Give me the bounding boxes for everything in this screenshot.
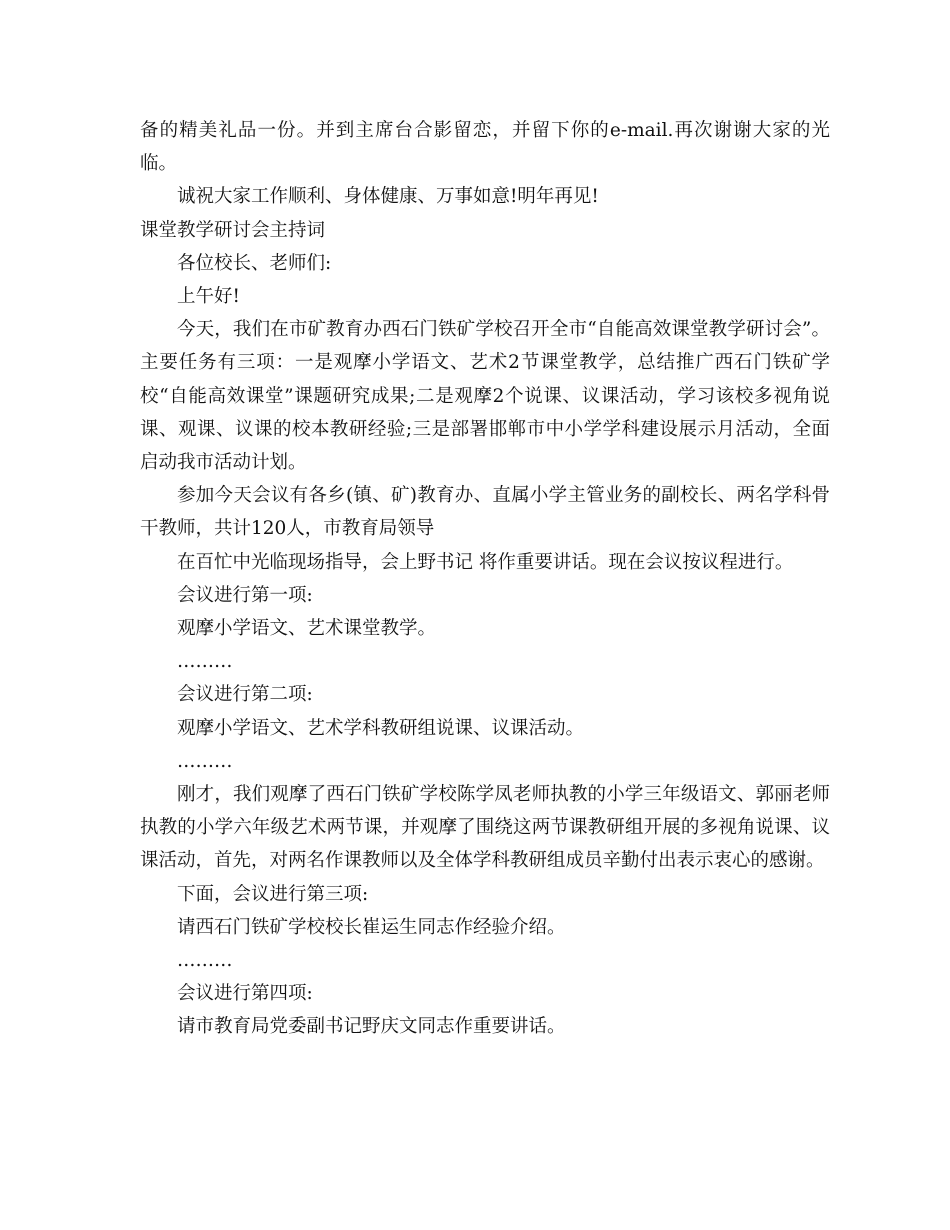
- ellipsis-3: ………: [177, 950, 233, 972]
- paragraph-thanks: 刚才，我们观摩了西石门铁矿学校陈学凤老师执教的小学三年级语文、郭丽老师执教的小学六年级艺术两节课，并观摩了围绕这两节课教研组开展的多视角说课、议课活动，首先，对两名作课教师以及全体学科教研组成员辛勤付出表示衷心的感谢。: [140, 784, 830, 872]
- document-body: [140, 114, 830, 1044]
- salutation: 各位校长、老师们:: [177, 252, 332, 274]
- agenda-item-2-heading: 会议进行第二项:: [177, 684, 313, 706]
- ellipsis-1: ………: [177, 651, 233, 673]
- section-title: 课堂教学研讨会主持词: [140, 219, 326, 241]
- greeting: 上午好!: [177, 286, 240, 308]
- agenda-item-1-content: 观摩小学语文、艺术课堂教学。: [177, 618, 437, 640]
- agenda-item-1-heading: 会议进行第一项:: [177, 584, 313, 606]
- agenda-item-3-content: 请西石门铁矿学校校长崔运生同志作经验介绍。: [177, 916, 566, 938]
- agenda-item-4-content: 请市教育局党委副书记野庆文同志作重要讲话。: [177, 1016, 566, 1038]
- paragraph-2: 诚祝大家工作顺利、身体健康、万事如意!明年再见!: [177, 186, 599, 208]
- paragraph-attendees: 参加今天会议有各乡(镇、矿)教育办、直属小学主管业务的副校长、两名学科骨干教师，共计120人，市教育局领导: [140, 485, 830, 540]
- ellipsis-2: ………: [177, 750, 233, 772]
- agenda-item-4-heading: 会议进行第四项:: [177, 983, 313, 1005]
- agenda-item-2-content: 观摩小学语文、艺术学科教研组说课、议课活动。: [177, 717, 585, 739]
- paragraph-1: 备的精美礼品一份。并到主席台合影留恋，并留下你的e-mail.再次谢谢大家的光临。: [140, 120, 830, 175]
- paragraph-intro: 今天，我们在市矿教育办西石门铁矿学校召开全市“自能高效课堂教学研讨会”。主要任务有三项：一是观摩小学语文、艺术2节课堂教学，总结推广西石门铁矿学校“自能高效课堂”课题研究成果;二是观摩2个说课、议课活动，学习该校多视角说课、观课、议课的校本教研经验;三是部署邯郸市中小学学科建设展示月活动，全面启动我市活动计划。: [140, 319, 830, 474]
- paragraph-agenda-start: 在百忙中光临现场指导，会上野书记 将作重要讲话。现在会议按议程进行。: [177, 551, 794, 573]
- agenda-item-3-heading: 下面，会议进行第三项:: [177, 883, 369, 905]
